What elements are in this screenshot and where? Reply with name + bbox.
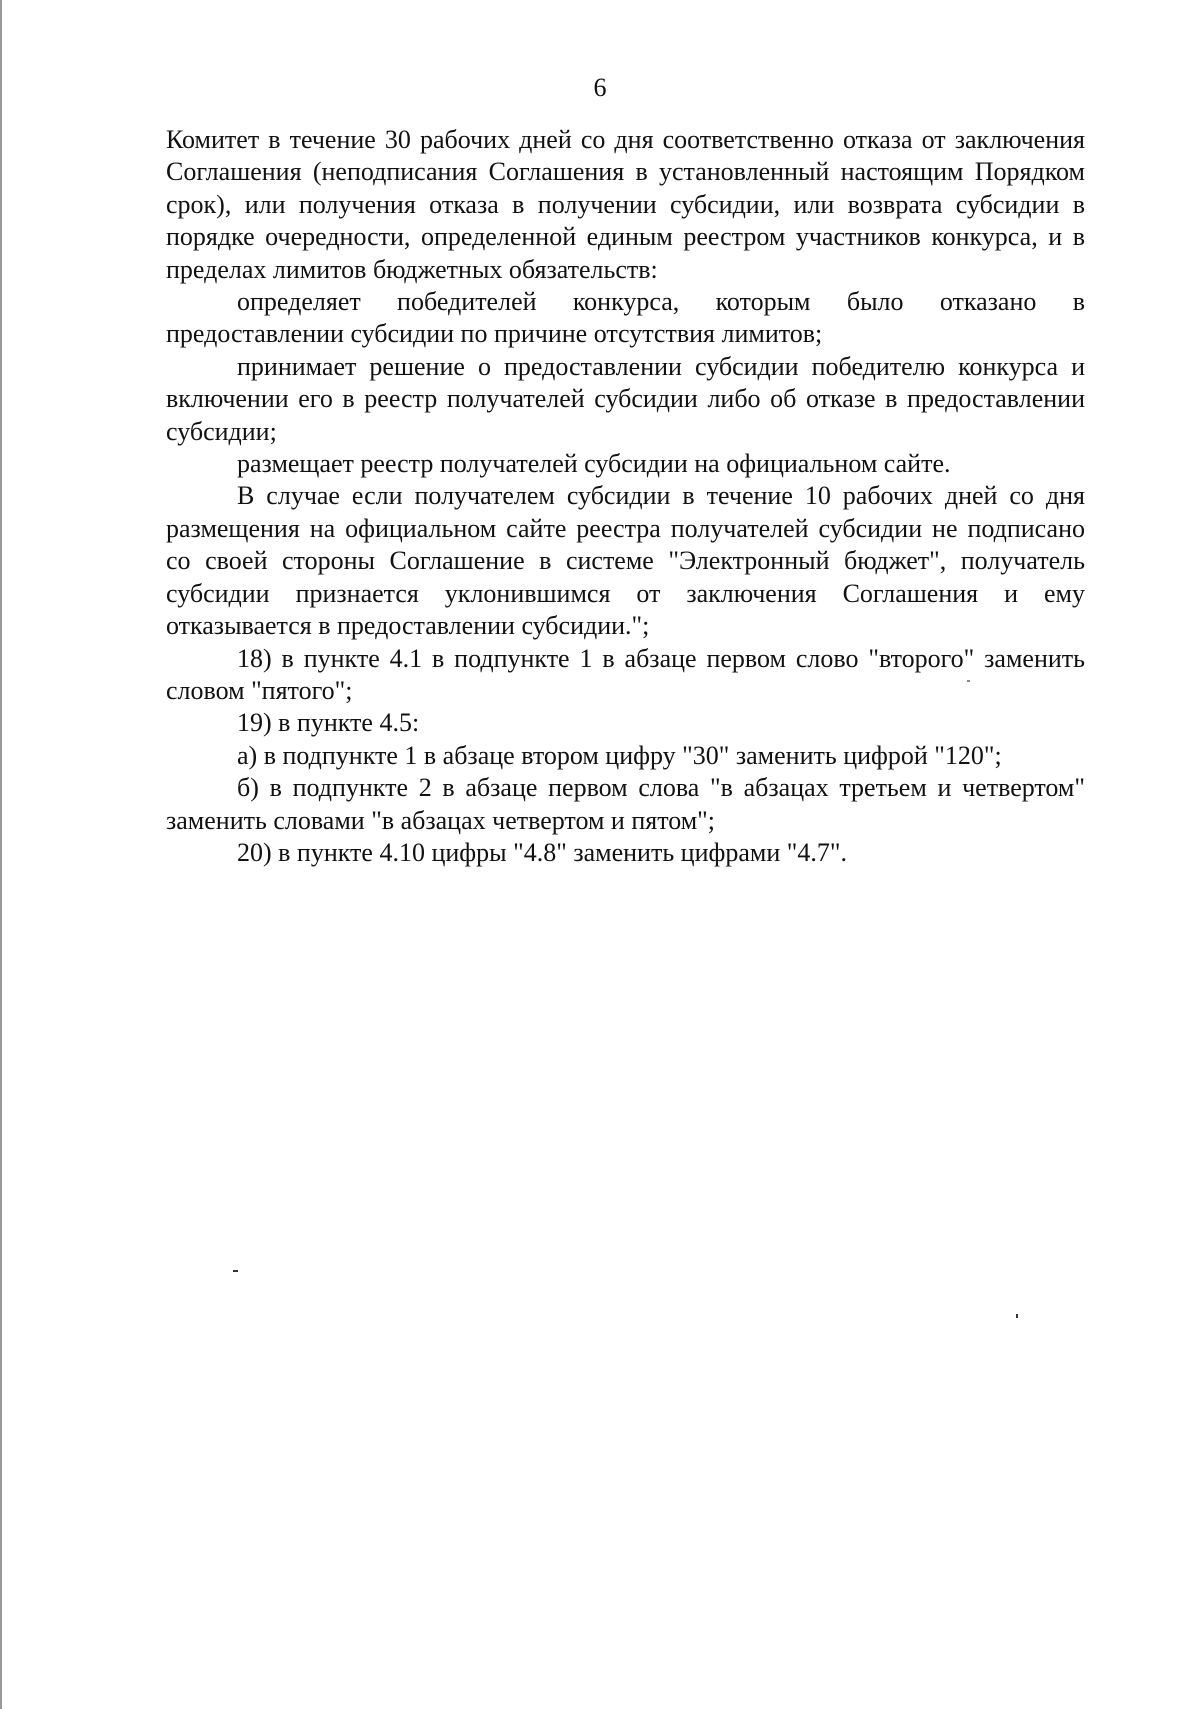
paragraph-decision: принимает решение о предоставлении субсидии победителю конкурса и включении его в реестр получателей субсидии либо об отказе в предоставлении субсидии; (166, 351, 1085, 446)
paragraph-evasion-case: В случае если получателем субсидии в течение 10 рабочих дней со дня размещения на официальном сайте реестра получателей субсидии не подписано со своей стороны Соглашение в системе "Электронный бюджет", получатель субсидии признается уклонившимся от заключения Соглашения и ему отказывается в предоставлении субсидии."; (166, 481, 1085, 641)
paragraph-committee-actions: Комитет в течение 30 рабочих дней со дня соответственно отказа от заключения Соглашения (неподписания Соглашения в установленный настоящим Порядком срок), или получения отказа в получении субсидии, или возврата субсидии в порядке очередности, определенной единым реестром участников конкурса, и в пределах лимитов бюджетных обязательств: (166, 125, 1085, 284)
scan-mark (967, 680, 970, 682)
paragraph-item-20: 20) в пункте 4.10 цифры "4.8" заменить цифрами "4.7". (237, 837, 847, 867)
paragraph-item-18: 18) в пункте 4.1 в подпункте 1 в абзаце первом слово "второго" заменить словом "пятого"; (166, 643, 1085, 705)
paragraph-item-19a: а) в подпункте 1 в абзаце втором цифру "30" заменить цифрой "120"; (237, 740, 1002, 770)
page-number: 6 (593, 73, 607, 102)
paragraph-item-19: 19) в пункте 4.5: (237, 708, 420, 738)
paragraph-determines-winners: определяет победителей конкурса, которым было отказано в предоставлении субсидии по причине отсутствия лимитов; (166, 287, 1085, 349)
paragraph-item-19b: б) в подпункте 2 в абзаце первом слова "в абзацах третьем и четвертом" заменить словами "в абзацах четвертом и пятом"; (166, 773, 1085, 835)
scan-mark (233, 1270, 238, 1272)
document-body (166, 124, 1085, 869)
scan-mark (1016, 1314, 1018, 1318)
paragraph-publishes-registry: размещает реестр получателей субсидии на официальном сайте. (237, 449, 951, 479)
scan-edge-line (0, 0, 2, 1709)
